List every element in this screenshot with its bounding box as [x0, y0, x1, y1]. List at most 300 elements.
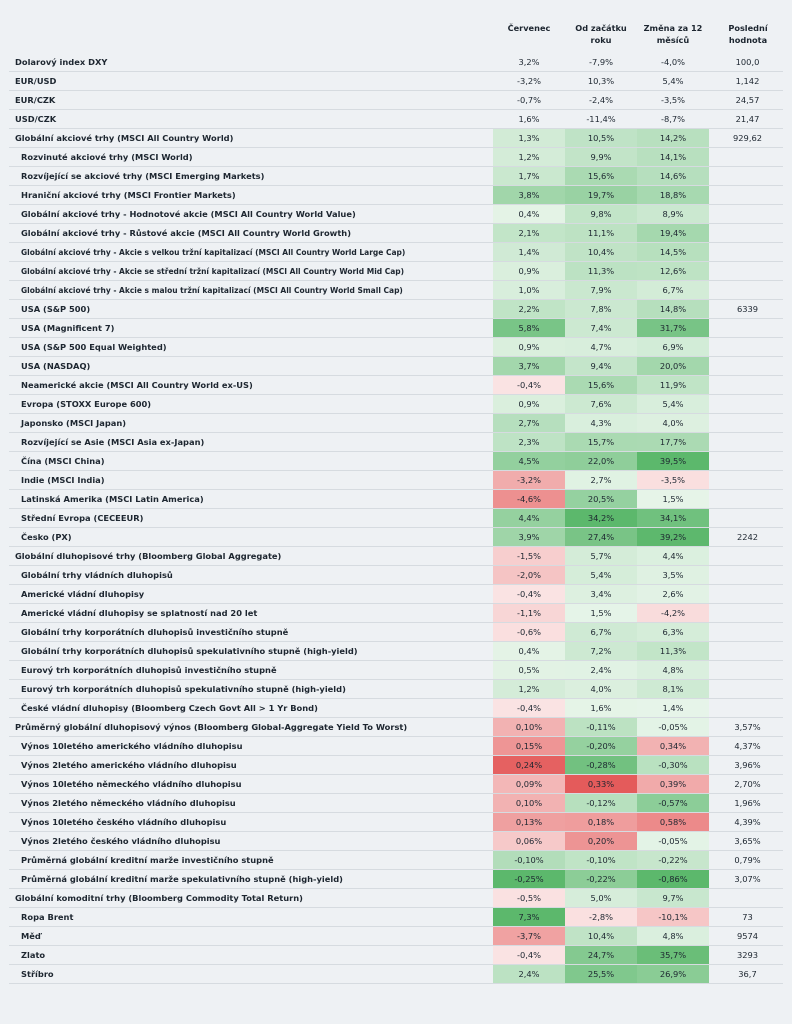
table-row	[9, 794, 783, 813]
table-row	[9, 72, 783, 91]
cell-y12: -0,05%	[637, 718, 709, 737]
cell-y12: -10,1%	[637, 908, 709, 927]
cell-y12: 34,1%	[637, 509, 709, 528]
cell-last: 73	[712, 908, 783, 927]
cell-jul: 0,24%	[493, 756, 565, 775]
cell-jul: 3,7%	[493, 357, 565, 376]
cell-jul: 0,4%	[493, 642, 565, 661]
cell-last	[712, 680, 783, 699]
cell-jul: 2,1%	[493, 224, 565, 243]
row-label: Globální trhy korporátních dluhopisů spekulativního stupně (high-yield)	[9, 642, 493, 661]
table-row	[9, 186, 783, 205]
header-12m	[637, 22, 709, 52]
row-label: Globální akciové trhy - Akcie se střední tržní kapitalizací (MSCI All Country World Mid Cap)	[9, 262, 493, 281]
cell-last	[712, 547, 783, 566]
header-12m-line1: Změna za 12	[643, 23, 703, 33]
row-label: Průměrná globální kreditní marže spekulativního stupně (high-yield)	[9, 870, 493, 889]
row-label: Česko (PX)	[9, 528, 493, 547]
table-row	[9, 414, 783, 433]
cell-jul: -3,2%	[493, 471, 565, 490]
cell-y12: 14,5%	[637, 243, 709, 262]
row-label: Evropa (STOXX Europe 600)	[9, 395, 493, 414]
table-row	[9, 566, 783, 585]
row-label: Globální akciové trhy - Akcie s malou tržní kapitalizací (MSCI All Country World Small Cap)	[9, 281, 493, 300]
row-label: EUR/CZK	[9, 91, 493, 110]
cell-last	[712, 224, 783, 243]
table-row	[9, 91, 783, 110]
cell-jul: 7,3%	[493, 908, 565, 927]
row-label: USA (S&P 500)	[9, 300, 493, 319]
cell-jul: 0,10%	[493, 718, 565, 737]
cell-last	[712, 338, 783, 357]
header-jul-line1: Červenec	[507, 23, 551, 33]
table-row	[9, 775, 783, 794]
cell-jul: 0,9%	[493, 395, 565, 414]
cell-jul: 1,0%	[493, 281, 565, 300]
cell-ytd: 11,3%	[565, 262, 637, 281]
table-row	[9, 262, 783, 281]
cell-jul: -3,2%	[493, 72, 565, 91]
cell-y12: 2,6%	[637, 585, 709, 604]
cell-ytd: 4,0%	[565, 680, 637, 699]
cell-y12: -0,30%	[637, 756, 709, 775]
cell-jul: 0,5%	[493, 661, 565, 680]
cell-jul: -2,0%	[493, 566, 565, 585]
cell-last: 929,62	[712, 129, 783, 148]
cell-y12: 3,5%	[637, 566, 709, 585]
cell-last: 36,7	[712, 965, 783, 984]
table-row	[9, 851, 783, 870]
market-overview-table	[9, 53, 783, 984]
row-label: Výnos 2letého amerického vládního dluhopisu	[9, 756, 493, 775]
cell-jul: 0,10%	[493, 794, 565, 813]
table-row	[9, 718, 783, 737]
cell-last	[712, 452, 783, 471]
cell-y12: 1,5%	[637, 490, 709, 509]
cell-last: 21,47	[712, 110, 783, 129]
cell-last	[712, 319, 783, 338]
cell-ytd: -0,11%	[565, 718, 637, 737]
cell-y12: 4,8%	[637, 661, 709, 680]
cell-last: 0,79%	[712, 851, 783, 870]
cell-last	[712, 167, 783, 186]
row-label: Stříbro	[9, 965, 493, 984]
header-last-line1: Poslední	[728, 23, 768, 33]
table-row	[9, 642, 783, 661]
row-label: Výnos 2letého českého vládního dluhopisu	[9, 832, 493, 851]
cell-ytd: 10,4%	[565, 927, 637, 946]
cell-ytd: 10,5%	[565, 129, 637, 148]
cell-jul: -4,6%	[493, 490, 565, 509]
cell-ytd: 3,4%	[565, 585, 637, 604]
cell-jul: 0,06%	[493, 832, 565, 851]
cell-y12: 1,4%	[637, 699, 709, 718]
cell-last	[712, 148, 783, 167]
cell-last: 3,57%	[712, 718, 783, 737]
table-row	[9, 927, 783, 946]
cell-jul: 3,8%	[493, 186, 565, 205]
table-row	[9, 110, 783, 129]
table-row	[9, 661, 783, 680]
cell-y12: 5,4%	[637, 72, 709, 91]
table-row	[9, 53, 783, 72]
header-last-line2: hodnota	[728, 35, 768, 45]
table-row	[9, 604, 783, 623]
table-row	[9, 946, 783, 965]
row-label: Hraniční akciové trhy (MSCI Frontier Markets)	[9, 186, 493, 205]
table-row	[9, 167, 783, 186]
row-label: Výnos 10letého českého vládního dluhopisu	[9, 813, 493, 832]
cell-y12: 4,8%	[637, 927, 709, 946]
row-label: Americké vládní dluhopisy se splatností nad 20 let	[9, 604, 493, 623]
cell-y12: 6,7%	[637, 281, 709, 300]
cell-ytd: 7,6%	[565, 395, 637, 414]
cell-ytd: 7,9%	[565, 281, 637, 300]
cell-ytd: 5,7%	[565, 547, 637, 566]
cell-jul: 2,4%	[493, 965, 565, 984]
row-label: Výnos 2letého německého vládního dluhopisu	[9, 794, 493, 813]
cell-y12: 8,1%	[637, 680, 709, 699]
cell-y12: -0,05%	[637, 832, 709, 851]
cell-last: 1,96%	[712, 794, 783, 813]
cell-last	[712, 889, 783, 908]
row-label: Zlato	[9, 946, 493, 965]
cell-jul: -0,7%	[493, 91, 565, 110]
cell-jul: 3,9%	[493, 528, 565, 547]
cell-last: 4,39%	[712, 813, 783, 832]
table-row	[9, 129, 783, 148]
header-jul	[493, 22, 565, 52]
cell-ytd: 22,0%	[565, 452, 637, 471]
row-label: Globální trhy vládních dluhopisů	[9, 566, 493, 585]
table-row	[9, 452, 783, 471]
cell-ytd: 2,7%	[565, 471, 637, 490]
row-label: Neamerické akcie (MSCI All Country World ex-US)	[9, 376, 493, 395]
cell-y12: -0,86%	[637, 870, 709, 889]
cell-ytd: -0,20%	[565, 737, 637, 756]
cell-jul: 2,7%	[493, 414, 565, 433]
table-row	[9, 680, 783, 699]
cell-ytd: 6,7%	[565, 623, 637, 642]
cell-jul: -0,4%	[493, 376, 565, 395]
row-label: Eurový trh korporátních dluhopisů investičního stupně	[9, 661, 493, 680]
cell-ytd: 10,4%	[565, 243, 637, 262]
row-label: USA (Magnificent 7)	[9, 319, 493, 338]
row-label: Indie (MSCI India)	[9, 471, 493, 490]
cell-last: 1,142	[712, 72, 783, 91]
table-row	[9, 243, 783, 262]
cell-last: 2242	[712, 528, 783, 547]
cell-ytd: 15,6%	[565, 167, 637, 186]
cell-last: 3,07%	[712, 870, 783, 889]
cell-last	[712, 357, 783, 376]
row-label: Měď	[9, 927, 493, 946]
cell-last: 4,37%	[712, 737, 783, 756]
cell-y12: 4,0%	[637, 414, 709, 433]
cell-ytd: 11,1%	[565, 224, 637, 243]
table-row	[9, 395, 783, 414]
cell-ytd: 0,33%	[565, 775, 637, 794]
table-row	[9, 699, 783, 718]
table-row	[9, 585, 783, 604]
cell-ytd: 0,20%	[565, 832, 637, 851]
row-label: Americké vládní dluhopisy	[9, 585, 493, 604]
cell-jul: -0,4%	[493, 946, 565, 965]
cell-last: 3,96%	[712, 756, 783, 775]
cell-ytd: -7,9%	[565, 53, 637, 72]
table-row	[9, 300, 783, 319]
cell-jul: 0,4%	[493, 205, 565, 224]
cell-y12: 0,34%	[637, 737, 709, 756]
cell-y12: 11,9%	[637, 376, 709, 395]
cell-jul: -1,1%	[493, 604, 565, 623]
table-row	[9, 965, 783, 984]
cell-jul: -0,4%	[493, 699, 565, 718]
cell-last	[712, 262, 783, 281]
cell-jul: 0,09%	[493, 775, 565, 794]
row-label: USD/CZK	[9, 110, 493, 129]
cell-y12: 17,7%	[637, 433, 709, 452]
cell-y12: 14,1%	[637, 148, 709, 167]
cell-ytd: 15,6%	[565, 376, 637, 395]
cell-ytd: 5,4%	[565, 566, 637, 585]
cell-jul: -3,7%	[493, 927, 565, 946]
table-row	[9, 471, 783, 490]
cell-jul: 2,2%	[493, 300, 565, 319]
cell-y12: 0,39%	[637, 775, 709, 794]
cell-ytd: 9,9%	[565, 148, 637, 167]
row-label: Latinská Amerika (MSCI Latin America)	[9, 490, 493, 509]
cell-y12: 14,2%	[637, 129, 709, 148]
row-label: Globální dluhopisové trhy (Bloomberg Global Aggregate)	[9, 547, 493, 566]
table-row	[9, 224, 783, 243]
cell-y12: -0,22%	[637, 851, 709, 870]
table-body	[9, 53, 783, 984]
row-label: Čína (MSCI China)	[9, 452, 493, 471]
header-last	[712, 22, 784, 52]
cell-jul: -0,4%	[493, 585, 565, 604]
cell-last	[712, 623, 783, 642]
table-row	[9, 832, 783, 851]
cell-y12: 4,4%	[637, 547, 709, 566]
row-label: Průměrný globální dluhopisový výnos (Bloomberg Global-Aggregate Yield To Worst)	[9, 718, 493, 737]
cell-jul: -0,25%	[493, 870, 565, 889]
row-label: Globální komoditní trhy (Bloomberg Commodity Total Return)	[9, 889, 493, 908]
cell-last: 2,70%	[712, 775, 783, 794]
cell-last	[712, 243, 783, 262]
table-row	[9, 623, 783, 642]
cell-last: 6339	[712, 300, 783, 319]
table-row	[9, 433, 783, 452]
cell-ytd: 4,7%	[565, 338, 637, 357]
cell-jul: 1,2%	[493, 148, 565, 167]
row-label: Japonsko (MSCI Japan)	[9, 414, 493, 433]
cell-y12: 20,0%	[637, 357, 709, 376]
header-ytd	[565, 22, 637, 52]
table-row	[9, 908, 783, 927]
cell-last: 3,65%	[712, 832, 783, 851]
cell-last: 3293	[712, 946, 783, 965]
cell-jul: 0,9%	[493, 338, 565, 357]
cell-last	[712, 604, 783, 623]
table-row	[9, 737, 783, 756]
cell-ytd: 34,2%	[565, 509, 637, 528]
table-row	[9, 319, 783, 338]
cell-y12: 19,4%	[637, 224, 709, 243]
table-row	[9, 509, 783, 528]
cell-last	[712, 186, 783, 205]
cell-ytd: 0,18%	[565, 813, 637, 832]
cell-last	[712, 642, 783, 661]
row-label: Ropa Brent	[9, 908, 493, 927]
cell-y12: 6,9%	[637, 338, 709, 357]
cell-last	[712, 433, 783, 452]
cell-y12: 26,9%	[637, 965, 709, 984]
cell-ytd: 2,4%	[565, 661, 637, 680]
cell-jul: 1,7%	[493, 167, 565, 186]
row-label: Eurový trh korporátních dluhopisů spekulativního stupně (high-yield)	[9, 680, 493, 699]
cell-last	[712, 281, 783, 300]
table-row	[9, 889, 783, 908]
cell-ytd: 1,6%	[565, 699, 637, 718]
cell-ytd: -0,28%	[565, 756, 637, 775]
table-row	[9, 148, 783, 167]
header-ytd-line1: Od začátku	[575, 23, 627, 33]
cell-jul: -0,10%	[493, 851, 565, 870]
cell-ytd: -0,22%	[565, 870, 637, 889]
row-label: USA (NASDAQ)	[9, 357, 493, 376]
cell-y12: 8,9%	[637, 205, 709, 224]
header-ytd-line2: roku	[590, 35, 612, 45]
cell-jul: 5,8%	[493, 319, 565, 338]
table-row	[9, 756, 783, 775]
cell-jul: 4,5%	[493, 452, 565, 471]
cell-jul: 0,9%	[493, 262, 565, 281]
cell-ytd: -0,10%	[565, 851, 637, 870]
cell-y12: 35,7%	[637, 946, 709, 965]
row-label: Globální akciové trhy - Hodnotové akcie (MSCI All Country World Value)	[9, 205, 493, 224]
cell-jul: -0,5%	[493, 889, 565, 908]
cell-ytd: 20,5%	[565, 490, 637, 509]
cell-jul: 1,2%	[493, 680, 565, 699]
header-12m-line2: měsíců	[656, 35, 690, 45]
cell-y12: -3,5%	[637, 91, 709, 110]
row-label: Výnos 10letého německého vládního dluhopisu	[9, 775, 493, 794]
cell-y12: 0,58%	[637, 813, 709, 832]
cell-jul: 4,4%	[493, 509, 565, 528]
table-row	[9, 528, 783, 547]
cell-last	[712, 395, 783, 414]
row-label: Globální akciové trhy - Růstové akcie (MSCI All Country World Growth)	[9, 224, 493, 243]
cell-ytd: -11,4%	[565, 110, 637, 129]
cell-ytd: 7,8%	[565, 300, 637, 319]
cell-last	[712, 490, 783, 509]
cell-y12: 6,3%	[637, 623, 709, 642]
cell-last	[712, 585, 783, 604]
cell-ytd: -0,12%	[565, 794, 637, 813]
row-label: České vládní dluhopisy (Bloomberg Czech Govt All > 1 Yr Bond)	[9, 699, 493, 718]
cell-y12: 14,6%	[637, 167, 709, 186]
cell-ytd: 25,5%	[565, 965, 637, 984]
cell-last	[712, 205, 783, 224]
table-row	[9, 870, 783, 889]
cell-ytd: 5,0%	[565, 889, 637, 908]
cell-ytd: 19,7%	[565, 186, 637, 205]
row-label: Výnos 10letého amerického vládního dluhopisu	[9, 737, 493, 756]
cell-y12: 9,7%	[637, 889, 709, 908]
cell-y12: 12,6%	[637, 262, 709, 281]
table-row	[9, 490, 783, 509]
cell-last	[712, 376, 783, 395]
cell-jul: 2,3%	[493, 433, 565, 452]
cell-jul: -0,6%	[493, 623, 565, 642]
row-label: Globální trhy korporátních dluhopisů investičního stupně	[9, 623, 493, 642]
cell-last	[712, 699, 783, 718]
cell-y12: -4,2%	[637, 604, 709, 623]
row-label: Dolarový index DXY	[9, 53, 493, 72]
cell-ytd: 10,3%	[565, 72, 637, 91]
cell-ytd: 1,5%	[565, 604, 637, 623]
cell-jul: 0,13%	[493, 813, 565, 832]
cell-last	[712, 471, 783, 490]
table-row	[9, 281, 783, 300]
cell-y12: -3,5%	[637, 471, 709, 490]
row-label: Průměrná globální kreditní marže investičního stupně	[9, 851, 493, 870]
cell-ytd: 4,3%	[565, 414, 637, 433]
cell-last: 9574	[712, 927, 783, 946]
table-row	[9, 547, 783, 566]
row-label: Rozvíjející se akciové trhy (MSCI Emerging Markets)	[9, 167, 493, 186]
cell-y12: 5,4%	[637, 395, 709, 414]
cell-y12: 18,8%	[637, 186, 709, 205]
row-label: Rozvíjející se Asie (MSCI Asia ex-Japan)	[9, 433, 493, 452]
cell-jul: 0,15%	[493, 737, 565, 756]
cell-y12: -0,57%	[637, 794, 709, 813]
cell-jul: 1,4%	[493, 243, 565, 262]
cell-y12: 39,2%	[637, 528, 709, 547]
cell-ytd: 7,2%	[565, 642, 637, 661]
row-label: Rozvinuté akciové trhy (MSCI World)	[9, 148, 493, 167]
cell-y12: -4,0%	[637, 53, 709, 72]
cell-ytd: 9,4%	[565, 357, 637, 376]
row-label: Globální akciové trhy - Akcie s velkou tržní kapitalizací (MSCI All Country World Large Cap)	[9, 243, 493, 262]
cell-ytd: 27,4%	[565, 528, 637, 547]
cell-ytd: 9,8%	[565, 205, 637, 224]
cell-jul: 1,3%	[493, 129, 565, 148]
table-row	[9, 813, 783, 832]
row-label: EUR/USD	[9, 72, 493, 91]
cell-last: 100,0	[712, 53, 783, 72]
cell-y12: -8,7%	[637, 110, 709, 129]
cell-ytd: 15,7%	[565, 433, 637, 452]
cell-last	[712, 566, 783, 585]
cell-last	[712, 414, 783, 433]
cell-y12: 39,5%	[637, 452, 709, 471]
table-row	[9, 338, 783, 357]
cell-last: 24,57	[712, 91, 783, 110]
row-label: Střední Evropa (CECEEUR)	[9, 509, 493, 528]
cell-last	[712, 509, 783, 528]
cell-y12: 31,7%	[637, 319, 709, 338]
cell-jul: 3,2%	[493, 53, 565, 72]
cell-last	[712, 661, 783, 680]
row-label: USA (S&P 500 Equal Weighted)	[9, 338, 493, 357]
cell-ytd: -2,8%	[565, 908, 637, 927]
cell-ytd: 7,4%	[565, 319, 637, 338]
row-label: Globální akciové trhy (MSCI All Country World)	[9, 129, 493, 148]
cell-y12: 11,3%	[637, 642, 709, 661]
cell-ytd: -2,4%	[565, 91, 637, 110]
